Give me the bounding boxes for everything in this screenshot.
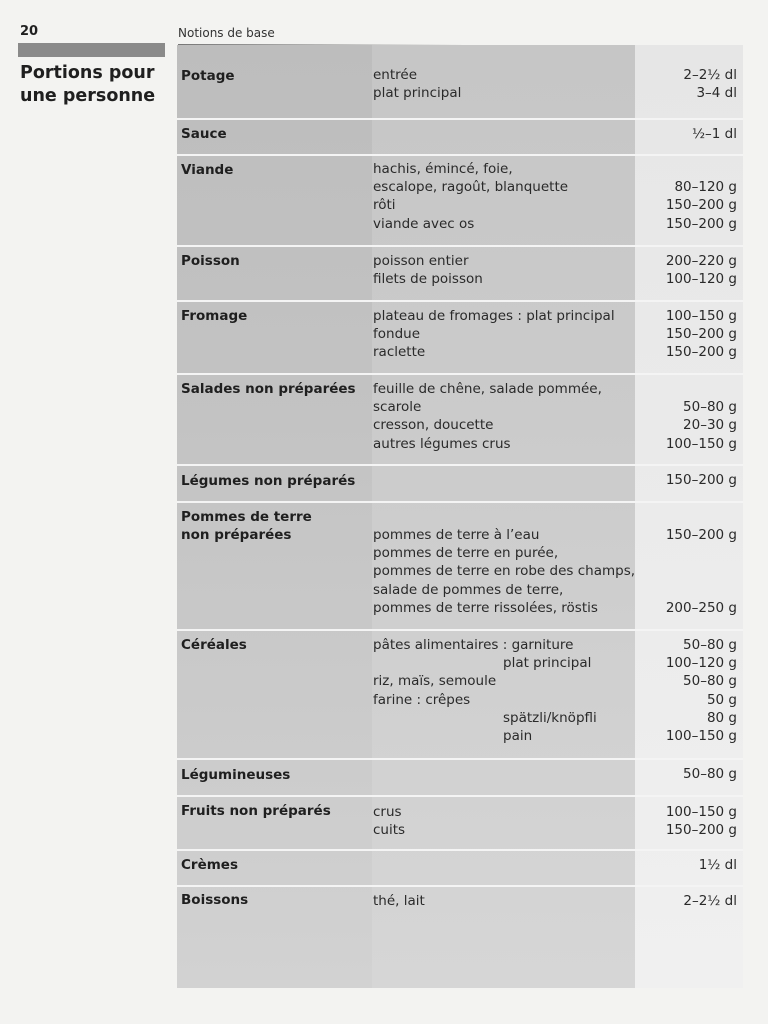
quantity-line xyxy=(666,581,737,599)
table-row xyxy=(177,501,743,629)
description-line: plat principal xyxy=(503,655,592,672)
quantity-line: 2–2½ dl xyxy=(683,893,737,909)
quantity-line: ½–1 dl xyxy=(691,126,737,142)
description-line: rôti xyxy=(373,197,396,214)
description-line: plateau de fromages : plat principal xyxy=(373,308,615,324)
row-quantity xyxy=(666,803,737,839)
description-line: pommes de terre en robe des champs, xyxy=(373,563,636,580)
quantity-line: 1½ dl xyxy=(698,857,737,873)
row-category: Poisson xyxy=(181,253,240,269)
quantity-line: 50–80 g xyxy=(683,766,737,782)
row-category: Céréales xyxy=(181,637,247,653)
row-description xyxy=(373,526,635,617)
table-row xyxy=(177,300,743,373)
quantity-line xyxy=(666,160,737,178)
description-line: pommes de terre rissolées, röstis xyxy=(373,599,598,616)
description-line: poisson entier xyxy=(373,253,469,269)
row-quantity xyxy=(692,125,737,143)
description-line: riz, maïs, semoule xyxy=(373,673,497,690)
row-quantity xyxy=(666,636,737,745)
quantity-line: 150–200 g xyxy=(665,344,737,361)
table-rows xyxy=(177,45,743,988)
quantity-line: 100–120 g xyxy=(665,271,737,288)
quantity-line: 150–200 g xyxy=(665,326,737,343)
page-title: Portions pour une personne xyxy=(20,63,156,106)
quantity-line: 150–200 g xyxy=(665,822,737,839)
description-line: spätzli/knöpfli xyxy=(503,709,597,726)
description-line: pommes de terre en purée, xyxy=(373,545,559,562)
quantity-line xyxy=(666,380,737,398)
row-quantity xyxy=(666,252,737,288)
row-quantity xyxy=(666,307,737,362)
quantity-line: 80–120 g xyxy=(674,179,737,196)
row-quantity xyxy=(683,66,737,102)
row-quantity xyxy=(666,526,737,617)
row-description xyxy=(373,252,483,288)
row-category: Boissons xyxy=(181,892,249,908)
row-category: Crèmes xyxy=(181,857,238,873)
row-category: Fromage xyxy=(181,308,248,324)
table-row xyxy=(177,373,743,464)
quantity-line: 100–150 g xyxy=(665,727,737,744)
page-number: 20 xyxy=(20,24,39,39)
row-category: Pommes de terre non préparées xyxy=(181,509,312,543)
description-line: entrée xyxy=(373,67,418,83)
row-quantity xyxy=(666,471,737,489)
description-line: autres légumes crus xyxy=(373,435,511,452)
quantity-line: 50–80 g xyxy=(683,399,737,416)
quantity-line: 100–120 g xyxy=(665,655,737,672)
row-description xyxy=(373,160,568,233)
description-line: cresson, doucette xyxy=(373,417,494,434)
row-category: Fruits non préparés xyxy=(181,803,331,819)
description-line: pommes de terre à l’eau xyxy=(373,527,540,543)
description-line: salade de pommes de terre, xyxy=(373,581,564,598)
quantity-line: 200–250 g xyxy=(665,599,737,616)
table-row xyxy=(177,849,743,885)
description-line: pâtes alimentaires : garniture xyxy=(373,637,574,653)
portions-table xyxy=(177,45,743,988)
quantity-line: 200–220 g xyxy=(665,253,737,269)
quantity-line: 50–80 g xyxy=(683,637,737,653)
row-quantity xyxy=(683,765,737,783)
row-description xyxy=(373,307,615,362)
row-description xyxy=(373,66,461,102)
quantity-line: 100–150 g xyxy=(665,804,737,820)
row-category: Sauce xyxy=(181,126,227,142)
table-row xyxy=(177,464,743,501)
description-line: farine : crêpes xyxy=(373,691,471,708)
description-line: crus xyxy=(373,804,402,820)
table-row xyxy=(177,154,743,245)
row-description xyxy=(373,892,425,910)
title-bar xyxy=(18,43,165,57)
quantity-line: 150–200 g xyxy=(665,472,737,488)
quantity-line: 150–200 g xyxy=(665,215,737,232)
table-row xyxy=(177,45,743,118)
description-line: hachis, émincé, foie, xyxy=(373,161,513,177)
row-quantity xyxy=(666,380,737,453)
row-description xyxy=(373,636,597,745)
quantity-line: 3–4 dl xyxy=(696,85,737,102)
row-category: Viande xyxy=(181,162,234,178)
table-row xyxy=(177,795,743,849)
table-row xyxy=(177,758,743,795)
row-description xyxy=(373,380,602,453)
description-line: escalope, ragoût, blanquette xyxy=(373,179,569,196)
description-line: fondue xyxy=(373,326,420,343)
description-line: cuits xyxy=(373,822,406,839)
table-row xyxy=(177,118,743,154)
quantity-line xyxy=(666,562,737,580)
row-quantity xyxy=(683,892,737,910)
quantity-line: 150–200 g xyxy=(665,197,737,214)
description-line: scarole xyxy=(373,399,422,416)
quantity-line: 2–2½ dl xyxy=(683,67,737,83)
quantity-line: 20–30 g xyxy=(683,417,737,434)
quantity-line: 150–200 g xyxy=(665,527,737,543)
row-category: Salades non préparées xyxy=(181,381,356,397)
row-category: Légumes non préparés xyxy=(181,473,356,489)
quantity-line: 50 g xyxy=(706,691,737,708)
quantity-line: 50–80 g xyxy=(683,673,737,690)
description-line: feuille de chêne, salade pommée, xyxy=(373,381,602,397)
description-line: pain xyxy=(503,727,533,744)
description-line: thé, lait xyxy=(373,893,425,909)
description-line: filets de poisson xyxy=(373,271,483,288)
table-row xyxy=(177,245,743,300)
quantity-line: 80 g xyxy=(706,709,737,726)
row-description xyxy=(373,803,405,839)
quantity-line xyxy=(666,544,737,562)
description-line: raclette xyxy=(373,344,426,361)
description-line: plat principal xyxy=(373,85,462,102)
quantity-line: 100–150 g xyxy=(665,435,737,452)
table-row xyxy=(177,629,743,758)
row-category: Potage xyxy=(181,68,235,84)
row-quantity xyxy=(666,160,737,233)
quantity-line: 100–150 g xyxy=(665,308,737,324)
row-category: Légumineuses xyxy=(181,767,291,783)
section-name: Notions de base xyxy=(178,26,275,40)
description-line: viande avec os xyxy=(373,215,475,232)
row-quantity xyxy=(699,856,737,874)
table-row xyxy=(177,885,743,988)
